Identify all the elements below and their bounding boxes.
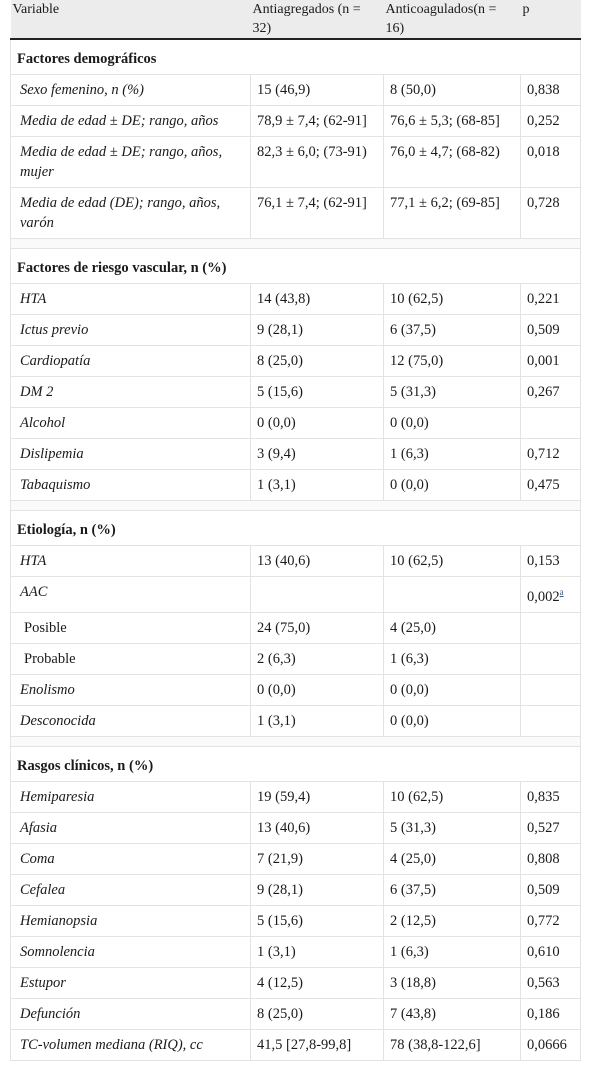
header-antiagregados: Antiagregados (n = 32) (251, 0, 384, 39)
row-label: Estupor (11, 967, 251, 998)
row-label: Ictus previo (11, 315, 251, 346)
table-row (11, 75, 581, 106)
anticoagulados-value: 3 (18,8) (384, 967, 521, 998)
anticoagulados-value: 4 (25,0) (384, 612, 521, 643)
header-variable: Variable (11, 0, 251, 39)
p-value-cell (521, 408, 581, 439)
antiagregados-value: 2 (6,3) (251, 643, 384, 674)
anticoagulados-value: 1 (6,3) (384, 936, 521, 967)
antiagregados-value: 1 (3,1) (251, 936, 384, 967)
antiagregados-value: 8 (25,0) (251, 998, 384, 1029)
p-value: 0,509 (527, 881, 560, 898)
table-row (11, 843, 581, 874)
table-row (11, 188, 581, 239)
antiagregados-value: 19 (59,4) (251, 781, 384, 812)
antiagregados-value: 3 (9,4) (251, 439, 384, 470)
table-row (11, 874, 581, 905)
row-label: HTA (11, 546, 251, 577)
p-value-cell (521, 577, 581, 613)
p-value-cell (521, 546, 581, 577)
p-value: 0,808 (527, 850, 560, 867)
row-label: Defunción (11, 998, 251, 1029)
anticoagulados-value: 77,1 ± 6,2; (69-85] (384, 188, 521, 239)
section-spacer (11, 501, 581, 511)
p-value-cell (521, 936, 581, 967)
row-label: AAC (11, 577, 251, 613)
p-value-cell (521, 377, 581, 408)
row-label: Afasia (11, 812, 251, 843)
antiagregados-value: 1 (3,1) (251, 470, 384, 501)
antiagregados-value: 24 (75,0) (251, 612, 384, 643)
antiagregados-value: 8 (25,0) (251, 346, 384, 377)
p-value: 0,252 (527, 113, 560, 129)
table-row (11, 106, 581, 137)
p-value: 0,153 (527, 553, 560, 569)
section-header-row (11, 249, 581, 284)
table-body (11, 39, 581, 1060)
row-label: Desconocida (11, 705, 251, 736)
row-label: Cefalea (11, 874, 251, 905)
antiagregados-value: 9 (28,1) (251, 874, 384, 905)
row-label: Media de edad ± DE; rango, años (11, 106, 251, 137)
anticoagulados-value: 0 (0,0) (384, 674, 521, 705)
table-row (11, 705, 581, 736)
anticoagulados-value: 6 (37,5) (384, 315, 521, 346)
antiagregados-value (251, 577, 384, 613)
anticoagulados-value: 10 (62,5) (384, 546, 521, 577)
table-row (11, 612, 581, 643)
header-row (11, 0, 581, 39)
antiagregados-value: 76,1 ± 7,4; (62-91] (251, 188, 384, 239)
p-value-cell (521, 315, 581, 346)
table-row (11, 643, 581, 674)
section-title: Etiología, n (%) (11, 511, 581, 546)
row-label: Somnolencia (11, 936, 251, 967)
anticoagulados-value: 2 (12,5) (384, 905, 521, 936)
anticoagulados-value: 1 (6,3) (384, 643, 521, 674)
antiagregados-value: 0 (0,0) (251, 408, 384, 439)
p-value: 0,0666 (527, 1036, 567, 1053)
footnote-link[interactable]: a (559, 587, 564, 597)
header-anticoagulados: Anticoagulados(n = 16) (384, 0, 521, 39)
antiagregados-value: 0 (0,0) (251, 674, 384, 705)
p-value: 0,772 (527, 912, 560, 929)
antiagregados-value: 78,9 ± 7,4; (62-91] (251, 106, 384, 137)
p-value: 0,712 (527, 446, 560, 462)
table-row (11, 936, 581, 967)
p-value-cell (521, 612, 581, 643)
p-value: 0,018 (527, 144, 560, 160)
p-value-cell (521, 843, 581, 874)
p-value: 0,475 (527, 477, 560, 493)
spacer-cell (11, 239, 581, 249)
table-row (11, 967, 581, 998)
section-header-row (11, 511, 581, 546)
section-spacer (11, 239, 581, 249)
p-value-cell (521, 106, 581, 137)
p-value: 0,527 (527, 819, 560, 836)
anticoagulados-value: 0 (0,0) (384, 408, 521, 439)
comparison-table (10, 0, 581, 1061)
p-value-cell (521, 674, 581, 705)
p-value: 0,728 (527, 195, 560, 211)
anticoagulados-value: 10 (62,5) (384, 284, 521, 315)
p-value-cell (521, 346, 581, 377)
p-value: 0,267 (527, 384, 560, 400)
section-title: Factores de riesgo vascular, n (%) (11, 249, 581, 284)
p-value: 0,509 (527, 322, 560, 338)
row-label: DM 2 (11, 377, 251, 408)
p-value-cell (521, 1029, 581, 1060)
anticoagulados-value: 4 (25,0) (384, 843, 521, 874)
table-row (11, 1029, 581, 1060)
table-row (11, 346, 581, 377)
table-row (11, 377, 581, 408)
anticoagulados-value: 12 (75,0) (384, 346, 521, 377)
table-row (11, 998, 581, 1029)
row-label: Coma (11, 843, 251, 874)
anticoagulados-value: 76,0 ± 4,7; (68-82) (384, 137, 521, 188)
row-label: Alcohol (11, 408, 251, 439)
row-label: Posible (11, 612, 251, 643)
anticoagulados-value: 10 (62,5) (384, 781, 521, 812)
table-row (11, 284, 581, 315)
p-value-cell (521, 705, 581, 736)
p-value-cell (521, 781, 581, 812)
p-value-cell (521, 998, 581, 1029)
row-label: Media de edad (DE); rango, años, varón (11, 188, 251, 239)
anticoagulados-value: 8 (50,0) (384, 75, 521, 106)
row-label: Dislipemia (11, 439, 251, 470)
anticoagulados-value: 5 (31,3) (384, 812, 521, 843)
section-header-row (11, 746, 581, 781)
anticoagulados-value: 76,6 ± 5,3; (68-85] (384, 106, 521, 137)
p-value-cell (521, 905, 581, 936)
antiagregados-value: 4 (12,5) (251, 967, 384, 998)
p-value-cell (521, 643, 581, 674)
row-label: Hemiparesia (11, 781, 251, 812)
p-value-cell (521, 967, 581, 998)
antiagregados-value: 13 (40,6) (251, 546, 384, 577)
anticoagulados-value: 6 (37,5) (384, 874, 521, 905)
table-row (11, 315, 581, 346)
p-value-cell (521, 874, 581, 905)
anticoagulados-value: 7 (43,8) (384, 998, 521, 1029)
p-value-cell (521, 188, 581, 239)
anticoagulados-value: 1 (6,3) (384, 439, 521, 470)
antiagregados-value: 15 (46,9) (251, 75, 384, 106)
antiagregados-value: 13 (40,6) (251, 812, 384, 843)
anticoagulados-value: 0 (0,0) (384, 705, 521, 736)
p-value: 0,001 (527, 353, 560, 369)
section-title: Factores demográficos (11, 39, 581, 75)
p-value: 0,838 (527, 82, 560, 98)
antiagregados-value: 7 (21,9) (251, 843, 384, 874)
p-value-cell (521, 812, 581, 843)
row-label: Sexo femenino, n (%) (11, 75, 251, 106)
anticoagulados-value (384, 577, 521, 613)
section-title: Rasgos clínicos, n (%) (11, 746, 581, 781)
antiagregados-value: 82,3 ± 6,0; (73-91) (251, 137, 384, 188)
antiagregados-value: 9 (28,1) (251, 315, 384, 346)
spacer-cell (11, 501, 581, 511)
table-row (11, 408, 581, 439)
p-value: 0,186 (527, 1005, 560, 1022)
row-label: HTA (11, 284, 251, 315)
table-row (11, 674, 581, 705)
row-label: Enolismo (11, 674, 251, 705)
p-value-cell (521, 75, 581, 106)
table-row (11, 546, 581, 577)
spacer-cell (11, 736, 581, 746)
row-label: TC-volumen mediana (RIQ), cc (11, 1029, 251, 1060)
table-row (11, 577, 581, 613)
row-label: Probable (11, 643, 251, 674)
row-label: Media de edad ± DE; rango, años, mujer (11, 137, 251, 188)
row-label: Cardiopatía (11, 346, 251, 377)
header-p-value: p (521, 0, 581, 39)
anticoagulados-value: 0 (0,0) (384, 470, 521, 501)
table-row (11, 905, 581, 936)
p-value: 0,221 (527, 291, 560, 307)
section-spacer (11, 736, 581, 746)
p-value: 0,835 (527, 788, 560, 805)
p-value-cell (521, 284, 581, 315)
p-value-cell (521, 439, 581, 470)
section-header-row (11, 39, 581, 75)
table-row (11, 470, 581, 501)
antiagregados-value: 14 (43,8) (251, 284, 384, 315)
p-value: 0,610 (527, 943, 560, 960)
table-row (11, 812, 581, 843)
row-label: Tabaquismo (11, 470, 251, 501)
p-value: 0,563 (527, 974, 560, 991)
anticoagulados-value: 78 (38,8-122,6] (384, 1029, 521, 1060)
antiagregados-value: 5 (15,6) (251, 377, 384, 408)
row-label: Hemianopsia (11, 905, 251, 936)
antiagregados-value: 41,5 [27,8-99,8] (251, 1029, 384, 1060)
antiagregados-value: 1 (3,1) (251, 705, 384, 736)
table-row (11, 439, 581, 470)
antiagregados-value: 5 (15,6) (251, 905, 384, 936)
p-value: 0,002 (527, 588, 560, 605)
p-value-cell (521, 470, 581, 501)
table-row (11, 781, 581, 812)
anticoagulados-value: 5 (31,3) (384, 377, 521, 408)
p-value-cell (521, 137, 581, 188)
table-row (11, 137, 581, 188)
